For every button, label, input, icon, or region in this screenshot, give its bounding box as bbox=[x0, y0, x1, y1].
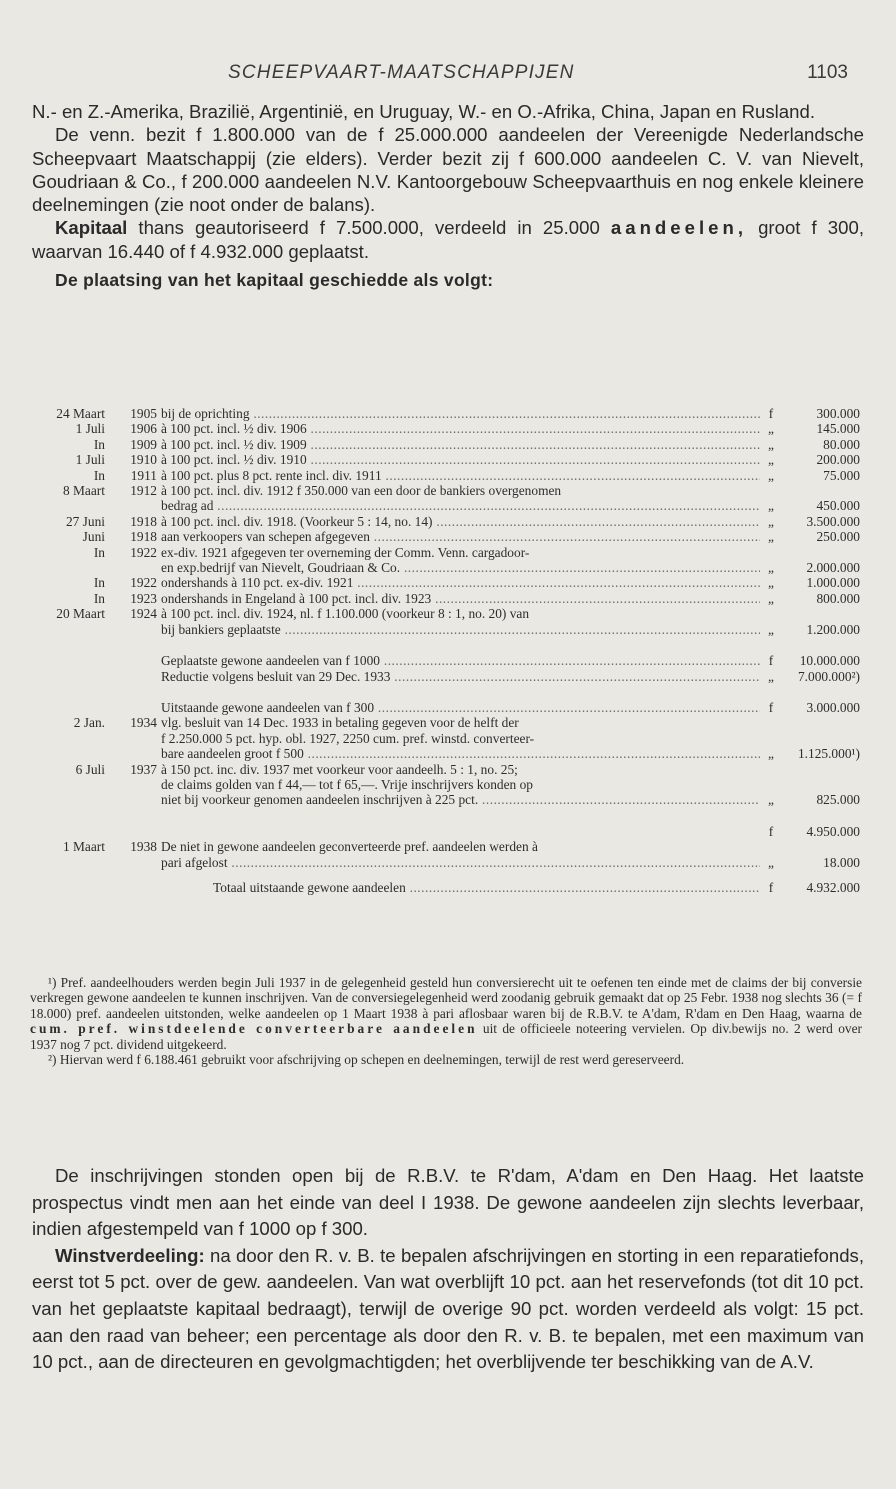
table-row bbox=[30, 560, 860, 575]
row-date: 24 Maart bbox=[56, 406, 105, 421]
row-date: 1 Juli bbox=[75, 452, 105, 468]
row-description: à 100 pct. plus 8 pct. rente incl. div. 1911 ..... bbox=[161, 468, 760, 483]
table-row bbox=[30, 792, 860, 807]
subtotal-row bbox=[30, 669, 860, 684]
footnote-1-text-a: ¹) Pref. aandeelhouders werden begin Juli 1937 in de gelegenheid gesteld hun conversierecht uit te oefenen ten einde met de claims der bij conversie verkregen gewone aandeelen te kunnen inschrijven. Van de conversiegelegenheid werd zoodanig gebruik gemaakt dat op 25 Febr. 1938 nog slechts 36 (= f 18.000) pref. aandeelen uitstonden, welke aandeelen op 1 Maart 1938 à pari aflosbaar waren bij de R.B.V. te A'dam, R'dam en Den Haag, waarna de bbox=[30, 975, 862, 1021]
row-currency-mark: „ bbox=[768, 792, 774, 808]
row-amount: 18.000 bbox=[823, 854, 860, 870]
row-date: In bbox=[93, 590, 105, 606]
row-date: 6 Juli bbox=[75, 761, 105, 777]
row-date: 1 Maart bbox=[62, 839, 105, 855]
row-year: 1905 bbox=[130, 406, 157, 421]
row-description: ex-div. 1921 afgegeven ter overneming der Comm. Venn. cargadoor- bbox=[161, 544, 530, 560]
closing-section bbox=[32, 1163, 864, 1376]
row-amount: 450.000 bbox=[816, 498, 860, 514]
table-row bbox=[30, 437, 860, 452]
row-amount: 1.000.000 bbox=[806, 575, 860, 591]
row-currency-mark: „ bbox=[768, 746, 774, 762]
table-row bbox=[30, 839, 860, 854]
row-amount: 1.200.000 bbox=[806, 621, 860, 637]
table-row bbox=[30, 421, 860, 436]
row-description: f 2.250.000 5 pct. hyp. obl. 1927, 2250 cum. pref. winstd. converteer- bbox=[161, 730, 535, 746]
table-row bbox=[30, 529, 860, 544]
row-currency-mark: „ bbox=[768, 560, 774, 576]
row-currency-mark: „ bbox=[768, 575, 774, 591]
row-description: vlg. besluit van 14 Dec. 1933 in betaling gegeven voor de helft der bbox=[161, 715, 519, 731]
table-row bbox=[30, 575, 860, 590]
row-description: aan verkoopers van schepen afgegeven ..... bbox=[161, 529, 760, 544]
row-description: à 150 pct. inc. div. 1937 met voorkeur voor aandeelh. 5 : 1, no. 25; bbox=[161, 761, 518, 777]
table-row bbox=[30, 715, 860, 730]
row-description: à 100 pct. incl. ½ div. 1906 ..... bbox=[161, 421, 760, 436]
row-date: 1 Juli bbox=[75, 421, 105, 437]
footnotes bbox=[30, 975, 862, 1067]
row-amount: 4.932.000 bbox=[806, 879, 860, 895]
row-year: 1909 bbox=[130, 436, 157, 452]
row-currency-mark: „ bbox=[768, 590, 774, 606]
row-date: 27 Juni bbox=[65, 513, 105, 529]
footnote-2: ²) Hiervan werd f 6.188.461 gebruikt voor afschrijving op schepen en deelnemingen, terwijl de rest werd gereserveerd. bbox=[48, 1052, 685, 1068]
row-currency-mark: f bbox=[768, 699, 774, 715]
row-currency-mark: „ bbox=[768, 421, 774, 437]
capital-spaced-word: aandeelen, bbox=[610, 217, 748, 239]
table-row bbox=[30, 855, 860, 870]
row-description: à 100 pct. incl. ½ div. 1910 ..... bbox=[161, 452, 760, 467]
table-row bbox=[30, 622, 860, 637]
subtotal-row bbox=[30, 700, 860, 715]
footnote-1-text-b: uit de officieele noteering vervielen. Op div.bewijs no. 2 werd over 1937 nog 7 pct. dividend uitgekeerd. bbox=[30, 1021, 862, 1052]
row-date: In bbox=[93, 436, 105, 452]
row-date: Juni bbox=[82, 529, 105, 545]
capital-text-b: groot f 300, waarvan 16.440 of f 4.932.000 geplaatst. bbox=[32, 217, 864, 262]
row-description: à 100 pct. incl. div. 1912 f 350.000 van een door de bankiers overgenomen bbox=[161, 483, 562, 499]
row-year: 1918 bbox=[130, 529, 157, 545]
row-description: bij bankiers geplaatste ..... bbox=[161, 622, 760, 637]
row-description: à 100 pct. incl. div. 1924, nl. f 1.100.000 (voorkeur 8 : 1, no. 20) van bbox=[161, 606, 530, 622]
row-description: à 100 pct. incl. div. 1918. (Voorkeur 5 : 14, no. 14) ..... bbox=[161, 514, 760, 529]
row-amount: 1.125.000¹) bbox=[797, 746, 860, 762]
table-row bbox=[30, 514, 860, 529]
row-currency-mark: f bbox=[768, 653, 774, 669]
row-description: de claims golden van f 44,— tot f 65,—. Vrije inschrijvers konden op bbox=[161, 776, 533, 792]
row-year: 1918 bbox=[130, 513, 157, 529]
row-year: 1934 bbox=[130, 715, 157, 731]
row-year: 1938 bbox=[130, 839, 157, 855]
row-date: In bbox=[93, 544, 105, 560]
running-title: SCHEEPVAART-MAATSCHAPPIJEN bbox=[228, 62, 575, 83]
row-amount: 3.500.000 bbox=[806, 513, 860, 529]
row-currency-mark: f bbox=[768, 823, 774, 839]
table-row bbox=[30, 746, 860, 761]
row-currency-mark: „ bbox=[768, 529, 774, 545]
row-amount: 10.000.000 bbox=[799, 653, 860, 669]
row-description: bare aandeelen groot f 500 ..... bbox=[161, 746, 760, 761]
row-currency-mark: „ bbox=[768, 668, 774, 684]
row-amount: 800.000 bbox=[816, 590, 860, 606]
row-date: 8 Maart bbox=[62, 483, 105, 499]
row-currency-mark: „ bbox=[768, 436, 774, 452]
row-year: 1922 bbox=[130, 544, 157, 560]
row-amount: 75.000 bbox=[823, 467, 860, 483]
row-year: 1910 bbox=[130, 452, 157, 468]
row-description: en exp.bedrijf van Nievelt, Goudriaan & Co. ..... bbox=[161, 560, 760, 575]
row-amount: 200.000 bbox=[816, 452, 860, 468]
footnote-1-spaced: cum. pref. winstdeelende converteerbare aandeelen bbox=[30, 1021, 478, 1037]
row-description: niet bij voorkeur genomen aandeelen inschrijven à 225 pct. ..... bbox=[161, 792, 760, 807]
placement-table bbox=[30, 406, 860, 895]
row-year: 1906 bbox=[130, 421, 157, 437]
row-year: 1923 bbox=[130, 590, 157, 606]
row-description: pari afgelost ..... bbox=[161, 855, 760, 870]
page-header bbox=[0, 62, 896, 88]
row-amount: 250.000 bbox=[816, 529, 860, 545]
intro-paragraph-1: N.- en Z.-Amerika, Brazilië, Argentinië, en Uruguay, W.- en O.-Afrika, China, Japan en Rusland. bbox=[32, 101, 815, 122]
row-amount: 300.000 bbox=[816, 406, 860, 421]
intro-section bbox=[32, 100, 864, 292]
row-description: Uitstaande gewone aandeelen van f 300 ..... bbox=[161, 700, 760, 715]
profit-distribution-lead: Winstverdeeling: bbox=[55, 1244, 205, 1266]
table-row bbox=[30, 452, 860, 467]
row-amount: 3.000.000 bbox=[806, 699, 860, 715]
row-currency-mark: f bbox=[768, 879, 774, 895]
table-row bbox=[30, 606, 860, 621]
table-row bbox=[30, 731, 860, 746]
table-row bbox=[30, 777, 860, 792]
row-date: In bbox=[93, 467, 105, 483]
row-description: Reductie volgens besluit van 29 Dec. 1933 ..... bbox=[161, 669, 760, 684]
closing-paragraph-1: De inschrijvingen stonden open bij de R.B.V. te R'dam, A'dam en Den Haag. Het laatste prospectus vindt men aan het einde van deel I 1938. De gewone aandeelen zijn slechts leverbaar, indien afgestempeld van f 1000 op f 300. bbox=[32, 1165, 864, 1240]
intro-paragraph-2: De venn. bezit f 1.800.000 van de f 25.000.000 aandeelen der Vereenigde Nederlandsche Scheepvaart Maatschappij (zie elders). Verder bezit zij f 600.000 aandeelen C. V. van Nievelt, Goudriaan & Co., f 200.000 aandeelen N.V. Kantoorgebouw Scheepvaarthuis en nog enkele kleinere deelnemingen (zie noot onder de balans). bbox=[32, 124, 864, 216]
closing-paragraph-2 bbox=[32, 1243, 864, 1376]
row-description: Totaal uitstaande gewone aandeelen ..... bbox=[161, 880, 760, 895]
row-currency-mark: f bbox=[768, 406, 774, 421]
row-currency-mark: „ bbox=[768, 621, 774, 637]
row-currency-mark: „ bbox=[768, 498, 774, 514]
table-row bbox=[30, 498, 860, 513]
table-row bbox=[30, 483, 860, 498]
table-row bbox=[30, 545, 860, 560]
subtotal-row bbox=[30, 824, 860, 839]
row-currency-mark: „ bbox=[768, 467, 774, 483]
row-year: 1937 bbox=[130, 761, 157, 777]
row-year: 1924 bbox=[130, 606, 157, 622]
row-description: à 100 pct. incl. ½ div. 1909 ..... bbox=[161, 437, 760, 452]
row-year: 1912 bbox=[130, 483, 157, 499]
row-currency-mark: „ bbox=[768, 452, 774, 468]
capital-text-a: thans geautoriseerd f 7.500.000, verdeeld in 25.000 bbox=[127, 217, 611, 239]
row-description: ondershands in Engeland à 100 pct. incl. div. 1923 ..... bbox=[161, 591, 760, 606]
row-description: Geplaatste gewone aandeelen van f 1000 ..... bbox=[161, 653, 760, 668]
row-description: bij de oprichting ..... bbox=[161, 406, 760, 421]
row-amount: 80.000 bbox=[823, 436, 860, 452]
placement-heading: De plaatsing van het kapitaal geschiedde als volgt: bbox=[55, 270, 494, 291]
footnote-1 bbox=[30, 975, 862, 1052]
row-amount: 4.950.000 bbox=[806, 823, 860, 839]
subtotal-row bbox=[30, 653, 860, 668]
table-row bbox=[30, 591, 860, 606]
row-year: 1911 bbox=[130, 467, 157, 483]
capital-paragraph bbox=[32, 216, 864, 263]
row-amount: 145.000 bbox=[816, 421, 860, 437]
row-date: In bbox=[93, 575, 105, 591]
row-description: ondershands à 110 pct. ex-div. 1921 ..... bbox=[161, 575, 760, 590]
row-description: bedrag ad ..... bbox=[161, 498, 760, 513]
table-row bbox=[30, 468, 860, 483]
profit-distribution-text: na door den R. v. B. te bepalen afschrijvingen en storting in een reparatiefonds, eerst tot 5 pct. over de gew. aandeelen. Van wat overblijft 10 pct. aan het reservefonds (tot dit 10 pct. van het geplaatste kapitaal bedraagt), terwijl de overige 90 pct. worden verdeeld als volgt: 15 pct. aan den raad van beheer; een percentage als door den R. v. B. te bepalen, met een maximum van 10 pct., aan de directeuren en gevolgmachtigden; het overblijvende ter beschikking van de A.V. bbox=[32, 1244, 864, 1373]
table-row bbox=[30, 406, 860, 421]
row-date: 20 Maart bbox=[56, 606, 105, 622]
row-currency-mark: „ bbox=[768, 513, 774, 529]
row-amount: 2.000.000 bbox=[806, 560, 860, 576]
row-description: De niet in gewone aandeelen geconverteerde pref. aandeelen werden à bbox=[161, 839, 538, 855]
capital-lead: Kapitaal bbox=[55, 217, 128, 239]
row-amount: 825.000 bbox=[816, 792, 860, 808]
row-year: 1922 bbox=[130, 575, 157, 591]
row-date: 2 Jan. bbox=[73, 715, 105, 731]
table-row bbox=[30, 762, 860, 777]
page-number: 1103 bbox=[807, 62, 848, 83]
row-amount: 7.000.000²) bbox=[797, 668, 860, 684]
total-row bbox=[30, 880, 860, 895]
row-currency-mark: „ bbox=[768, 854, 774, 870]
